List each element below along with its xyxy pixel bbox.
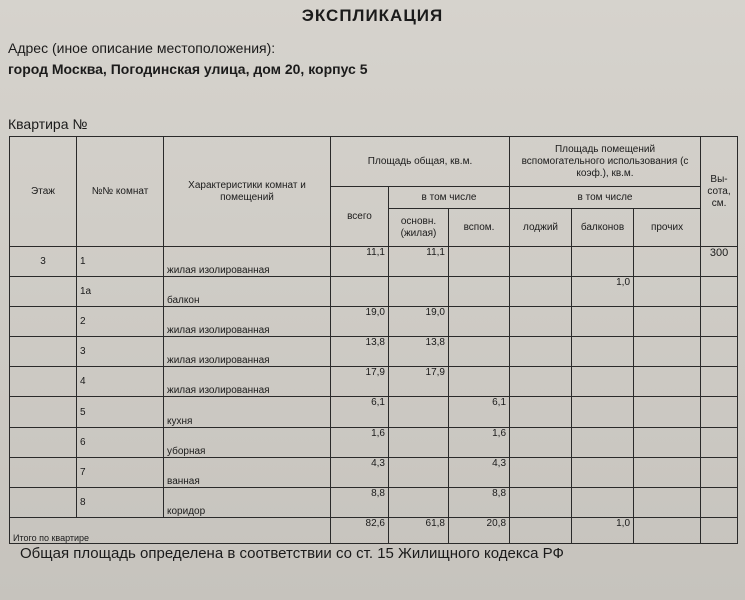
cell-floor: [10, 367, 77, 397]
cell-area-total: 13,8: [331, 337, 389, 367]
cell-area-total: 19,0: [331, 307, 389, 337]
header-aux-area: Площадь помещений вспомогательного использования (с коэф.), кв.м.: [510, 137, 701, 187]
header-balconies: балконов: [572, 209, 634, 247]
cell-area-main: [389, 487, 449, 517]
header-total: всего: [331, 187, 389, 247]
table-row: [10, 457, 738, 487]
totals-main: 61,8: [389, 517, 449, 543]
cell-area-main: [389, 397, 449, 427]
cell-other: [634, 487, 701, 517]
cell-area-aux: [449, 367, 510, 397]
cell-room-number: 3: [77, 337, 164, 367]
cell-balcony: [572, 307, 634, 337]
cell-area-main: [389, 427, 449, 457]
totals-row: [10, 517, 738, 543]
cell-room-name: жилая изолированная: [164, 247, 331, 277]
cell-other: [634, 247, 701, 277]
cell-floor: [10, 457, 77, 487]
footnote: Общая площадь определена в соответствии со ст. 15 Жилищного кодекса РФ: [20, 545, 564, 562]
cell-area-main: [389, 277, 449, 307]
cell-other: [634, 307, 701, 337]
cell-area-aux: 6,1: [449, 397, 510, 427]
cell-area-total: 17,9: [331, 367, 389, 397]
header-other: прочих: [634, 209, 701, 247]
table-row: [10, 247, 738, 277]
cell-balcony: [572, 457, 634, 487]
cell-floor: [10, 337, 77, 367]
cell-loggia: [510, 487, 572, 517]
table-row: [10, 427, 738, 457]
cell-other: [634, 427, 701, 457]
cell-room-name: кухня: [164, 397, 331, 427]
cell-balcony: [572, 247, 634, 277]
cell-height: 300: [701, 247, 738, 277]
document-title: ЭКСПЛИКАЦИЯ: [301, 6, 444, 25]
totals-aux: 20,8: [449, 517, 510, 543]
cell-area-aux: 8,8: [449, 487, 510, 517]
cell-loggia: [510, 307, 572, 337]
cell-area-aux: 1,6: [449, 427, 510, 457]
header-characteristics: Характеристики комнат и помещений: [164, 137, 331, 247]
cell-area-total: 4,3: [331, 457, 389, 487]
cell-other: [634, 277, 701, 307]
table-row: [10, 307, 738, 337]
cell-balcony: [572, 337, 634, 367]
cell-height: [701, 487, 738, 517]
cell-area-main: 13,8: [389, 337, 449, 367]
cell-room-name: ванная: [164, 457, 331, 487]
cell-other: [634, 337, 701, 367]
cell-loggia: [510, 367, 572, 397]
cell-room-name: балкон: [164, 277, 331, 307]
cell-area-total: 11,1: [331, 247, 389, 277]
explication-table: [9, 136, 738, 544]
cell-area-main: [389, 457, 449, 487]
cell-area-aux: 4,3: [449, 457, 510, 487]
cell-area-aux: [449, 277, 510, 307]
totals-loggia: [510, 517, 572, 543]
cell-loggia: [510, 277, 572, 307]
address-value: город Москва, Погодинская улица, дом 20, корпус 5: [8, 61, 368, 77]
cell-area-aux: [449, 307, 510, 337]
cell-floor: 3: [10, 247, 77, 277]
cell-balcony: [572, 427, 634, 457]
cell-height: [701, 367, 738, 397]
cell-height: [701, 277, 738, 307]
header-area-total: Площадь общая, кв.м.: [331, 137, 510, 187]
cell-floor: [10, 397, 77, 427]
cell-balcony: [572, 397, 634, 427]
cell-loggia: [510, 457, 572, 487]
cell-height: [701, 457, 738, 487]
cell-room-number: 6: [77, 427, 164, 457]
cell-room-number: 1а: [77, 277, 164, 307]
cell-area-main: 17,9: [389, 367, 449, 397]
cell-area-main: 19,0: [389, 307, 449, 337]
header-rooms: №№ комнат: [77, 137, 164, 247]
cell-height: [701, 427, 738, 457]
cell-area-main: 11,1: [389, 247, 449, 277]
cell-area-aux: [449, 337, 510, 367]
apartment-label: Квартира №: [8, 116, 88, 132]
cell-loggia: [510, 427, 572, 457]
cell-other: [634, 397, 701, 427]
cell-room-number: 8: [77, 487, 164, 517]
cell-floor: [10, 307, 77, 337]
cell-balcony: [572, 487, 634, 517]
cell-floor: [10, 427, 77, 457]
totals-balcony: 1,0: [572, 517, 634, 543]
totals-other: [634, 517, 701, 543]
cell-room-name: жилая изолированная: [164, 337, 331, 367]
cell-room-number: 7: [77, 457, 164, 487]
header-floor: Этаж: [10, 137, 77, 247]
cell-room-number: 2: [77, 307, 164, 337]
table-row: [10, 337, 738, 367]
cell-floor: [10, 487, 77, 517]
header-main: основн. (жилая): [389, 209, 449, 247]
address-label: Адрес (иное описание местоположения):: [8, 40, 276, 56]
cell-room-name: жилая изолированная: [164, 367, 331, 397]
cell-loggia: [510, 247, 572, 277]
cell-area-aux: [449, 247, 510, 277]
cell-height: [701, 307, 738, 337]
cell-room-name: уборная: [164, 427, 331, 457]
cell-area-total: 6,1: [331, 397, 389, 427]
cell-loggia: [510, 337, 572, 367]
cell-area-total: 8,8: [331, 487, 389, 517]
header-aux: вспом.: [449, 209, 510, 247]
totals-label: Итого по квартире: [10, 517, 331, 543]
cell-other: [634, 457, 701, 487]
header-height: Вы-сота, см.: [701, 137, 738, 247]
cell-room-number: 4: [77, 367, 164, 397]
cell-balcony: 1,0: [572, 277, 634, 307]
cell-height: [701, 337, 738, 367]
cell-area-total: [331, 277, 389, 307]
cell-area-total: 1,6: [331, 427, 389, 457]
header-including-aux: в том числе: [510, 187, 701, 209]
table-row: [10, 487, 738, 517]
table-row: [10, 367, 738, 397]
totals-height: [701, 517, 738, 543]
cell-height: [701, 397, 738, 427]
cell-floor: [10, 277, 77, 307]
cell-room-number: 5: [77, 397, 164, 427]
totals-total: 82,6: [331, 517, 389, 543]
header-including-area: в том числе: [389, 187, 510, 209]
cell-room-name: жилая изолированная: [164, 307, 331, 337]
cell-other: [634, 367, 701, 397]
cell-room-number: 1: [77, 247, 164, 277]
cell-room-name: коридор: [164, 487, 331, 517]
header-loggias: лоджий: [510, 209, 572, 247]
cell-loggia: [510, 397, 572, 427]
table-row: [10, 397, 738, 427]
cell-balcony: [572, 367, 634, 397]
table-row: [10, 277, 738, 307]
